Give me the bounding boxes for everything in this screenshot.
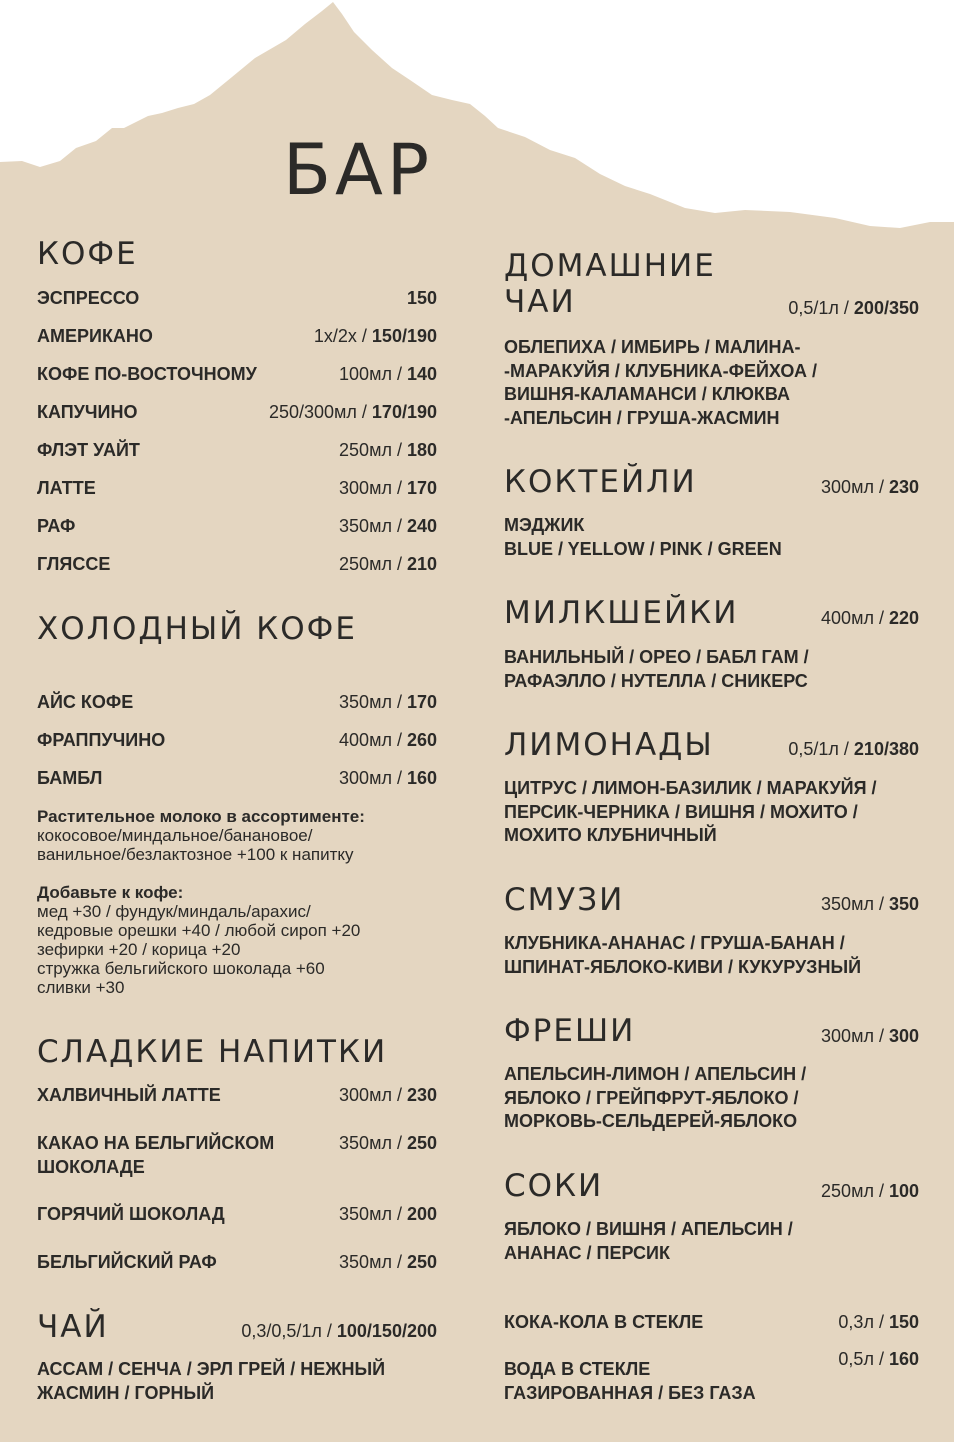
item-price: 400мл / 260 xyxy=(339,730,437,750)
note-line: сливки +30 xyxy=(37,978,125,997)
list-line: МОХИТО КЛУБНИЧНЫЙ xyxy=(504,825,717,845)
fresh-list xyxy=(504,1063,919,1134)
list-line: АНАНАС / ПЕРСИК xyxy=(504,1242,670,1263)
fresh-heading: ФРЕШИ xyxy=(504,1013,636,1049)
juices-price: 250мл / 100 xyxy=(821,1181,919,1201)
menu-item-americano xyxy=(37,324,437,348)
menu-item-espresso xyxy=(37,286,437,310)
sweet-drinks-heading: СЛАДКИЕ НАПИТКИ xyxy=(37,1034,388,1070)
cocktails-heading: КОКТЕЙЛИ xyxy=(504,464,697,500)
cocktails-price: 300мл / 230 xyxy=(821,477,919,497)
list-line: ЯБЛОКО / ВИШНЯ / АПЕЛЬСИН / xyxy=(504,1219,793,1239)
item-name: ФЛЭТ УАЙТ xyxy=(37,440,140,460)
list-line: ВИШНЯ-КАЛАМАНСИ / КЛЮКВА xyxy=(504,384,790,404)
list-line: ЯБЛОКО / ГРЕЙПФРУТ-ЯБЛОКО / xyxy=(504,1087,799,1108)
item-price: 250/300мл / 170/190 xyxy=(268,402,437,422)
lemonades-price: 0,5/1л / 210/380 xyxy=(788,739,919,759)
cocktails-list xyxy=(504,514,919,561)
coffee-heading: КОФЕ xyxy=(37,236,138,272)
home-tea-list xyxy=(504,336,919,430)
juices-list xyxy=(504,1218,919,1265)
item-name: АЙС КОФЕ xyxy=(37,692,134,712)
menu-item-cappuccino xyxy=(37,400,437,424)
item-name: АМЕРИКАНО xyxy=(37,326,153,346)
item-price: 350мл / 250 xyxy=(339,1133,437,1153)
note-line: ванильное/безлактозное +100 к напитку xyxy=(37,845,354,864)
lemonades-heading: ЛИМОНАДЫ xyxy=(504,727,714,763)
note-line: кедровые орешки +40 / любой сироп +20 xyxy=(37,921,361,940)
list-line: РАФАЭЛЛО / НУТЕЛЛА / СНИКЕРС xyxy=(504,670,808,691)
milkshakes-list xyxy=(504,646,919,693)
fresh-price: 300мл / 300 xyxy=(821,1026,919,1046)
cold-coffee-heading: ХОЛОДНЫЙ КОФЕ xyxy=(37,611,357,647)
item-price: 250мл / 210 xyxy=(339,554,437,574)
menu-item-turkish-coffee xyxy=(37,362,437,386)
menu-item-bumble xyxy=(37,766,437,790)
list-line: ВАНИЛЬНЫЙ / ОРЕО / БАБЛ ГАМ / xyxy=(504,647,809,667)
list-line: ОБЛЕПИХА / ИМБИРЬ / МАЛИНА- xyxy=(504,337,801,357)
menu-item-belgian-cocoa xyxy=(37,1131,437,1179)
item-price: 1х/2х / 150/190 xyxy=(313,326,437,346)
smoothies-list xyxy=(504,932,919,979)
item-name: КОФЕ ПО-ВОСТОЧНОМУ xyxy=(37,364,257,384)
item-price: 250мл / 180 xyxy=(339,440,437,460)
item-name: РАФ xyxy=(37,516,76,536)
item-name: БАМБЛ xyxy=(37,768,103,788)
page-title: БАР xyxy=(283,129,434,211)
home-tea-heading: ДОМАШНИЕ ЧАИ xyxy=(504,248,716,320)
list-line: BLUE / YELLOW / PINK / GREEN xyxy=(504,538,782,559)
note-line: кокосовое/миндальное/банановое/ xyxy=(37,826,313,845)
menu-item-glace xyxy=(37,552,437,576)
juices-heading: СОКИ xyxy=(504,1168,604,1204)
note-line: мед +30 / фундук/миндаль/арахис/ xyxy=(37,902,311,921)
item-name: ФРАППУЧИНО xyxy=(37,730,166,750)
menu-item-iced-coffee xyxy=(37,690,437,714)
tea-heading: ЧАЙ xyxy=(37,1309,109,1345)
item-name: ХАЛВИЧНЫЙ ЛАТТЕ xyxy=(37,1085,221,1105)
item-price: 100мл / 140 xyxy=(339,364,437,384)
menu-item-water xyxy=(504,1348,919,1405)
list-line: ЖАСМИН / ГОРНЫЙ xyxy=(37,1382,215,1403)
item-name: БЕЛЬГИЙСКИЙ РАФ xyxy=(37,1252,217,1272)
tea-list xyxy=(37,1358,437,1405)
note-line: зефирки +20 / корица +20 xyxy=(37,940,241,959)
item-price: 300мл / 170 xyxy=(339,478,437,498)
milkshakes-heading: МИЛКШЕЙКИ xyxy=(504,595,739,631)
item-name: ГОРЯЧИЙ ШОКОЛАД xyxy=(37,1204,225,1224)
menu-item-hot-chocolate xyxy=(37,1202,437,1226)
item-price: 350мл / 240 xyxy=(339,516,437,536)
item-price: 300мл / 230 xyxy=(339,1085,437,1105)
menu-item-coca-cola xyxy=(504,1310,919,1334)
menu-item-halva-latte xyxy=(37,1083,437,1107)
item-price: 0,3л / 150 xyxy=(838,1312,919,1332)
list-line: АПЕЛЬСИН-ЛИМОН / АПЕЛЬСИН / xyxy=(504,1064,807,1084)
smoothies-heading: СМУЗИ xyxy=(504,882,625,918)
item-price: 350мл / 170 xyxy=(339,692,437,712)
item-price: 350мл / 200 xyxy=(339,1204,437,1224)
list-line: -МАРАКУЙЯ / КЛУБНИКА-ФЕЙХОА / xyxy=(504,360,817,381)
note-title: Добавьте к кофе: xyxy=(37,883,184,902)
list-line: ЦИТРУС / ЛИМОН-БАЗИЛИК / МАРАКУЙЯ / xyxy=(504,778,877,798)
menu-item-flat-white xyxy=(37,438,437,462)
note-line: стружка бельгийского шоколада +60 xyxy=(37,959,325,978)
note-title: Растительное молоко в ассортименте: xyxy=(37,807,365,826)
item-name: КАКАО НА БЕЛЬГИЙСКОМ ШОКОЛАДЕ xyxy=(37,1133,275,1177)
home-tea-price: 0,5/1л / 200/350 xyxy=(788,298,919,318)
item-name: ЭСПРЕССО xyxy=(37,288,140,308)
list-line: МОРКОВЬ-СЕЛЬДЕРЕЙ-ЯБЛОКО xyxy=(504,1111,798,1131)
addons-note xyxy=(37,883,437,997)
item-name: ГЛЯССЕ xyxy=(37,554,111,574)
smoothies-price: 350мл / 350 xyxy=(821,894,919,914)
item-name: КОКА-КОЛА В СТЕКЛЕ xyxy=(504,1312,704,1332)
item-price: 150 xyxy=(406,288,437,308)
lemonades-list xyxy=(504,777,919,848)
menu-item-belgian-raf xyxy=(37,1250,437,1274)
menu-item-raf xyxy=(37,514,437,538)
milkshakes-price: 400мл / 220 xyxy=(821,608,919,628)
item-name: КАПУЧИНО xyxy=(37,402,138,422)
menu-item-frappuccino xyxy=(37,728,437,752)
list-line: ШПИНАТ-ЯБЛОКО-КИВИ / КУКУРУЗНЫЙ xyxy=(504,956,862,977)
list-line: -АПЕЛЬСИН / ГРУША-ЖАСМИН xyxy=(504,407,780,428)
plant-milk-note xyxy=(37,807,437,864)
item-price: 350мл / 250 xyxy=(339,1252,437,1272)
item-name: ВОДА В СТЕКЛЕ ГАЗИРОВАННАЯ / БЕЗ ГАЗА xyxy=(504,1359,756,1403)
list-line: КЛУБНИКА-АНАНАС / ГРУША-БАНАН / xyxy=(504,933,845,953)
item-price: 300мл / 160 xyxy=(339,768,437,788)
list-line: ПЕРСИК-ЧЕРНИКА / ВИШНЯ / МОХИТО / xyxy=(504,801,858,822)
list-line: АССАМ / СЕНЧА / ЭРЛ ГРЕЙ / НЕЖНЫЙ xyxy=(37,1359,386,1379)
item-name: ЛАТТЕ xyxy=(37,478,96,498)
list-line: МЭДЖИК xyxy=(504,515,585,535)
item-price: 0,5л / 160 xyxy=(838,1349,919,1369)
tea-price: 0,3/0,5/1л / 100/150/200 xyxy=(241,1321,437,1341)
menu-item-latte xyxy=(37,476,437,500)
